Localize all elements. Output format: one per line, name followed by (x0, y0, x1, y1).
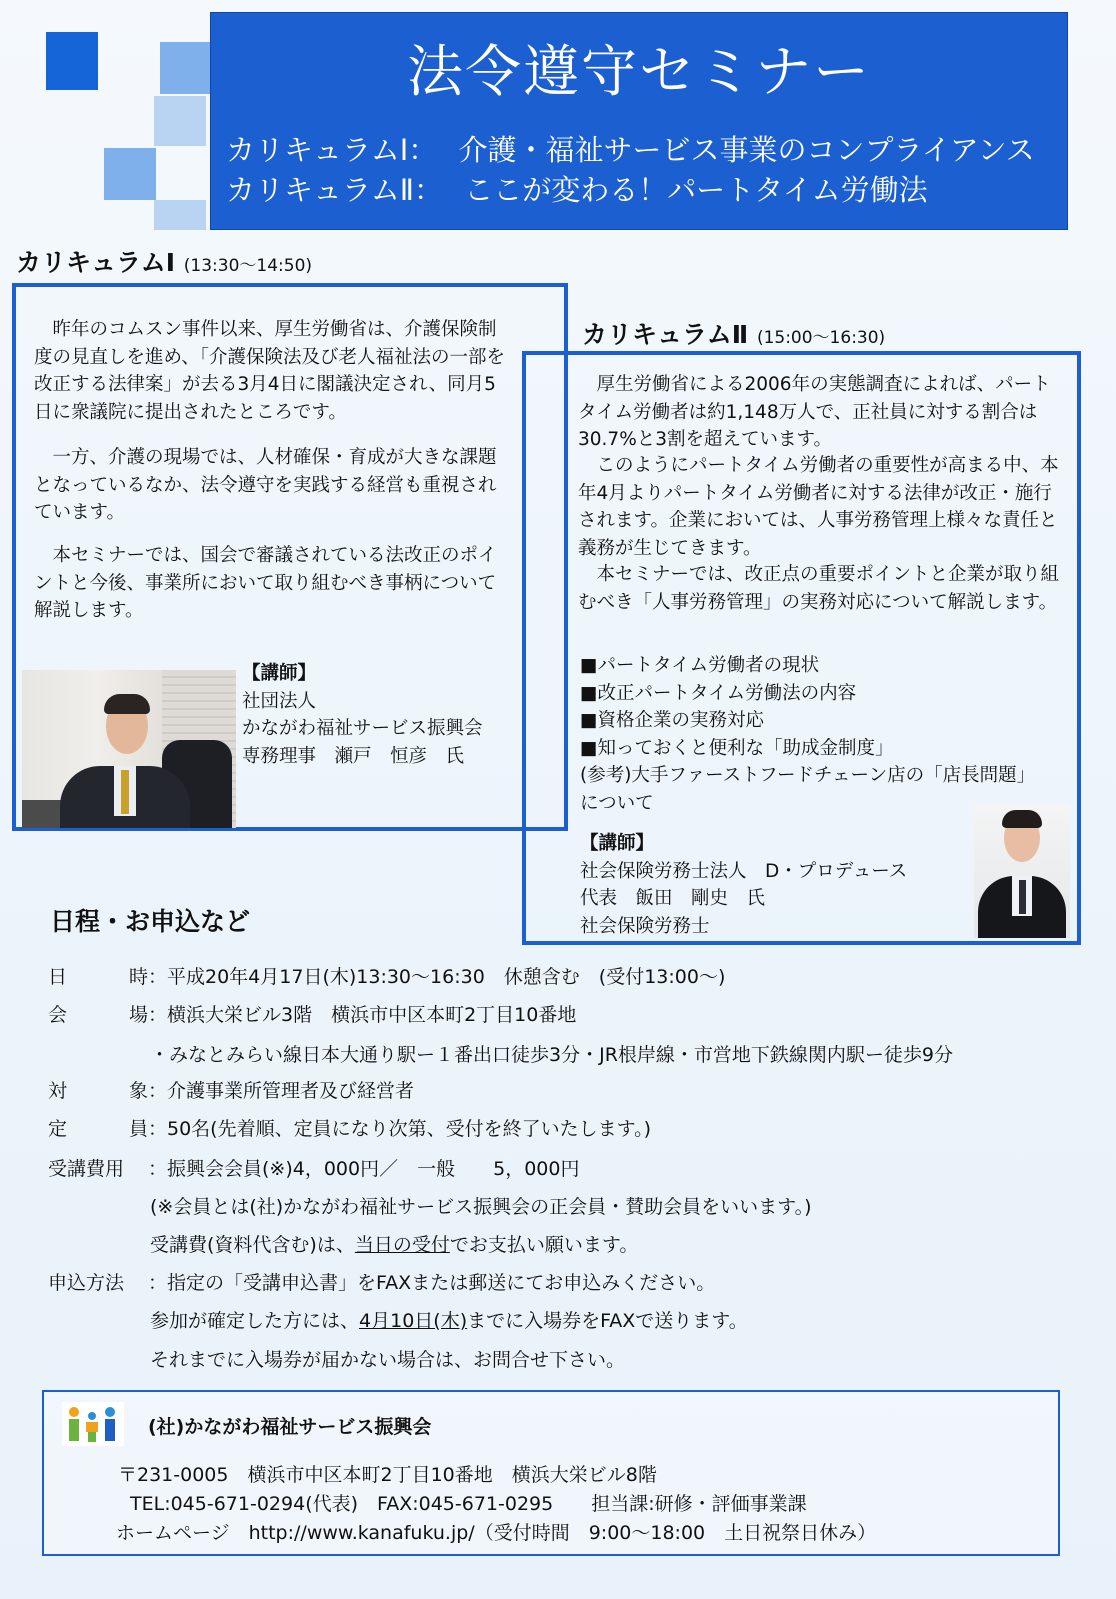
curriculum-1-paragraph: 本セミナーでは、国会で審議されている法改正のポイントと今後、事業所において取り組むべき事柄について解説します。 (34, 545, 497, 621)
banner-curriculum-2 (226, 168, 928, 209)
page-title: 法令遵守セミナー (407, 40, 871, 105)
schedule-fee-note: (※会員とは(社)かながわ福祉サービス振興会の正会員・賛助会員をいいます。) (150, 1196, 812, 1218)
lecturer-1-photo (22, 670, 236, 828)
topic-item: ■知っておくと便利な「助成金制度」 (580, 737, 894, 759)
schedule-date-label: 日 時 (48, 966, 148, 988)
footer-contact: TEL:045-671-0294(代表) FAX:045-671-0295 担当課:研修・評価事業課 (130, 1493, 807, 1515)
topic-item: ■改正パートタイム労働法の内容 (580, 682, 857, 704)
curriculum-2-heading (582, 315, 885, 351)
lecturer-2-name: 代表 飯田 剛史 氏 (580, 888, 766, 909)
banner-curriculum-2-label: カリキュラムⅡ： (226, 173, 443, 207)
topic-item: ■パートタイム労働者の現状 (580, 655, 820, 676)
schedule-target-value: ：介護事業所管理者及び経営者 (148, 1080, 415, 1102)
lecturer-1-info (242, 660, 483, 770)
decor-square (154, 96, 206, 146)
curriculum-2-topics (580, 652, 1035, 817)
lecturer-2-label: 【講師】 (580, 833, 655, 854)
topic-note: (参考)大手ファーストフードチェーン店の「店長問題」 (580, 765, 1036, 786)
lecturer-2-title: 社会保険労務士 (580, 915, 710, 937)
curriculum-1-heading-text: カリキュラムⅠ (16, 248, 176, 277)
schedule-fee-label: 受講費用 (48, 1158, 125, 1180)
lecturer-2-info (580, 830, 907, 940)
lecturer-1-org: かながわ福祉サービス振興会 (242, 718, 483, 739)
header-banner (210, 12, 1068, 230)
schedule-title: 日程・お申込など (50, 907, 251, 936)
decor-square (154, 200, 206, 230)
schedule-venue-value: ：横浜大栄ビル3階 横浜市中区本町2丁目10番地 (148, 1004, 577, 1026)
footer-org: (社)かながわ福祉サービス振興会 (148, 1416, 432, 1438)
footer-address: 〒231-0005 横浜市中区本町2丁目10番地 横浜大栄ビル8階 (118, 1464, 657, 1486)
schedule-capacity-label: 定 員 (48, 1118, 148, 1140)
curriculum-1-heading (16, 243, 312, 279)
banner-curriculum-1-label: カリキュラムⅠ： (226, 133, 438, 167)
banner-curriculum-1-title: 介護・福祉サービス事業のコンプライアンス (458, 133, 1035, 167)
org-logo-icon (62, 1402, 124, 1446)
schedule-venue-access: ・みなとみらい線日本大通り駅ー１番出口徒歩3分・JR根岸線・市営地下鉄線関内駅ー徒歩9分 (150, 1044, 953, 1066)
topic-item: ■資格企業の実務対応 (580, 710, 764, 731)
curriculum-1-paragraph: 昨年のコムスン事件以来、厚生労働省は、介護保険制度の見直しを進め、「介護保険法及び老人福祉法の一部を改正する法律案」が去る3月4日に閣議決定され、同月5日に衆議院に提出されたところです。 (34, 319, 506, 423)
schedule-apply-value: ：指定の「受講申込書」をFAXまたは郵送にてお申込みください。 (148, 1272, 716, 1294)
schedule-apply-contact: それまでに入場券が届かない場合は、お問合せ下さい。 (150, 1349, 626, 1371)
lecturer-2-org: 社会保険労務士法人 D・プロデュース (580, 860, 908, 882)
schedule-target-label: 対 象 (48, 1080, 148, 1102)
schedule-fee-value: ：振興会会員(※)4，000円／ 一般 5，000円 (148, 1158, 580, 1180)
banner-curriculum-2-title: ここが変わる！パートタイム労働法 (464, 173, 928, 207)
lecturer-1-label: 【講師】 (242, 663, 317, 684)
curriculum-2-heading-text: カリキュラムⅡ (582, 320, 749, 349)
schedule-venue-label: 会 場 (48, 1004, 148, 1026)
schedule-apply-label: 申込方法 (48, 1272, 125, 1294)
curriculum-1-time: (13:30〜14:50) (183, 256, 313, 276)
topic-note-cont: について (580, 792, 654, 814)
schedule-capacity-value: ：50名(先着順、定員になり次第、受付を終了いたします。) (148, 1118, 651, 1140)
decor-square (160, 42, 210, 94)
curriculum-2-paragraph: このようにパートタイム労働者の重要性が高まる中、本年4月よりパートタイム労働者に対する法律が改正・施行されます。企業においては、人事労務管理上様々な責任と義務が生じてきます。 (578, 455, 1059, 559)
schedule-fee-payment: 受講費(資料代含む)は、当日の受付でお支払い願います。 (150, 1234, 639, 1256)
curriculum-2-paragraph: 厚生労働省による2006年の実態調査によれば、パートタイム労働者は約1,148万人で、正社員に対する割合は30.7%と3割を超えています。 (578, 374, 1051, 450)
schedule-date-value: ：平成20年4月17日(木)13:30〜16:30 休憩含む (受付13:00〜) (148, 966, 726, 988)
lecturer-2-photo (974, 804, 1070, 938)
curriculum-2-paragraph: 本セミナーでは、改正点の重要ポイントと企業が取り組むべき「人事労務管理」の実務対応について解説します。 (578, 564, 1060, 613)
banner-curriculum-1 (226, 128, 1035, 169)
curriculum-1-paragraph: 一方、介護の現場では、人材確保・育成が大きな課題となっているなか、法令遵守を実践する経営も重視されています。 (34, 447, 497, 523)
lecturer-1-name: 専務理事 瀬戸 恒彦 氏 (242, 745, 465, 767)
curriculum-2-time: (15:00〜16:30) (756, 328, 886, 348)
decor-square (46, 32, 98, 90)
decor-square (104, 148, 156, 200)
lecturer-1-org-type: 社団法人 (242, 690, 317, 712)
footer-web: ホームページ http://www.kanafuku.jp/（受付時間 9:00〜18:00 土日祝祭日休み） (116, 1522, 877, 1544)
schedule-apply-confirm: 参加が確定した方には、4月10日(木)までに入場券をFAXで送ります。 (150, 1310, 748, 1332)
